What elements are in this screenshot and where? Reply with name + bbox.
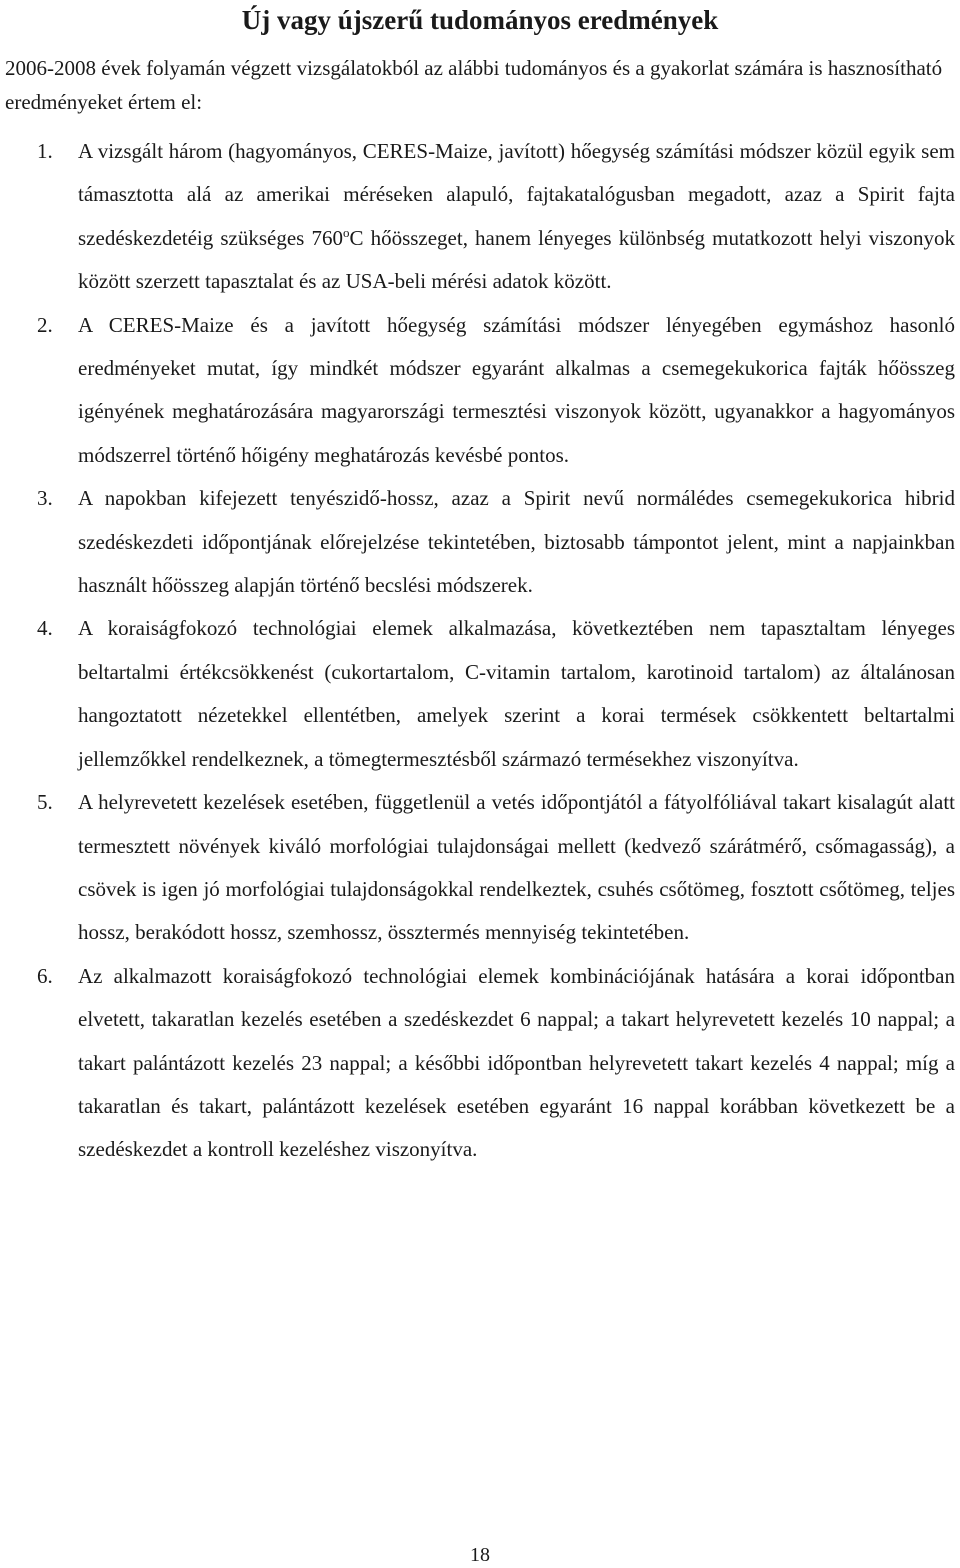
list-item-number: 5. bbox=[37, 790, 53, 815]
page-number: 18 bbox=[470, 1544, 490, 1566]
intro-paragraph: 2006-2008 évek folyamán végzett vizsgálatokból az alábbi tudományos és a gyakorlat számára is hasznosítható eredményeket értem el: bbox=[5, 56, 943, 114]
list-item-number: 3. bbox=[37, 486, 53, 511]
degree-superscript: o bbox=[342, 224, 350, 240]
list-item-text: A vizsgált három (hagyományos, CERES-Maize, javított) hőegység számítási módszer közül egyik sem támasztotta alá az amerikai méréseken alapuló, fajtakatalógusban megadott, azaz a Spirit fajta szedéskezdetéig szükséges 760 bbox=[78, 139, 955, 250]
list-item-finding-4 bbox=[0, 607, 960, 781]
page-title: Új vagy újszerű tudományos eredmények bbox=[241, 5, 719, 35]
list-item-number: 2. bbox=[37, 312, 53, 337]
list-item-text: Az alkalmazott koraiságfokozó technológiai elemek kombinációjának hatására a korai időpontban elvetett, takaratlan kezelés esetében a szedéskezdet 6 nappal; a takart helyrevetett kezelés 10 nappal; a takart palántázott kezelés 23 nappal; a későbbi időpontban helyrevetett takart kezelés 4 nappal; míg a takaratlan és takart, palántázott kezelések esetében egyaránt 16 nappal korábban következett be a szedéskezdet a kontroll kezeléshez viszonyítva. bbox=[78, 963, 955, 1162]
list-item-finding-1 bbox=[0, 130, 960, 304]
list-item-text: A napokban kifejezett tenyészidő-hossz, azaz a Spirit nevű normálédes csemegekukorica hibrid szedéskezdeti időpontjának előrejelzése tekintetében, biztosabb támpontot jelent, mint a napjainkban használt hőösszeg alapján történő becslési módszerek. bbox=[78, 486, 955, 598]
list-item-text: A helyrevetett kezelések esetében, függetlenül a vetés időpontjától a fátyolfóliával takart kisalagút alatt termesztett növények kiváló morfológiai tulajdonságai mellett (kedvező szárátmérő, csőmagasság), a csövek is igen jó morfológiai tulajdonságokkal rendelkeztek, csuhés csőtömeg, fosztott csőtömeg, teljes hossz, berakódott hossz, szemhossz, össztermés mennyiség tekintetében. bbox=[78, 790, 955, 945]
list-item-finding-2 bbox=[0, 304, 960, 478]
list-item-text-continued: C hőösszeget, hanem lényeges különbség mutatkozott helyi viszonyok között szerzett tapasztalat és az USA-beli mérési adatok között. bbox=[78, 225, 955, 294]
list-item-finding-5 bbox=[0, 781, 960, 955]
list-item-finding-3 bbox=[0, 477, 960, 607]
list-item-finding-6 bbox=[0, 955, 960, 1172]
list-item-number: 6. bbox=[37, 963, 53, 988]
list-item-text: A koraiságfokozó technológiai elemek alkalmazása, következtében nem tapasztaltam lényeges beltartalmi értékcsökkenést (cukortartalom, C-vitamin tartalom, karotinoid tartalom) az általánosan hangoztatott nézetekkel ellentétben, amelyek szerint a korai termések csökkentett beltartalmi jellemzőkkel rendelkeznek, a tömegtermesztésből származó termésekhez viszonyítva. bbox=[78, 616, 955, 771]
list-item-text: A CERES-Maize és a javított hőegység számítási módszer lényegében egymáshoz hasonló eredményeket mutat, így mindkét módszer egyaránt alkalmas a csemegekukorica fajták hőösszeg igényének meghatározására magyarországi termesztési viszonyok között, ugyanakkor a hagyományos módszerrel történő hőigény meghatározás kevésbé pontos. bbox=[78, 312, 955, 467]
list-item-number: 1. bbox=[37, 139, 53, 163]
list-item-number: 4. bbox=[37, 616, 53, 641]
findings-list bbox=[0, 130, 960, 1172]
